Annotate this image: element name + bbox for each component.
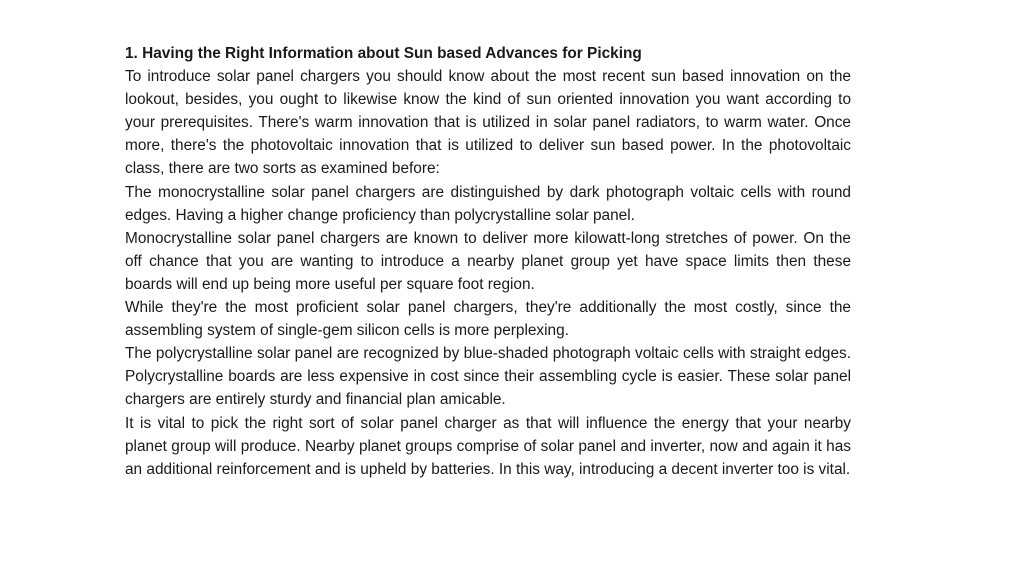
paragraph-monocrystalline-output: Monocrystalline solar panel chargers are known to deliver more kilowatt-long stretches of power. On the off chance that you are wanting to introduce a nearby planet group yet have space limits then these boards will end up being more useful per square foot region. [125, 229, 851, 293]
paragraph-intro: To introduce solar panel chargers you should know about the most recent sun based innovation on the lookout, besides, you ought to likewise know the kind of sun oriented innovation you want according to your prerequisites. There's warm innovation that is utilized in solar panel radiators, to warm water. Once more, there's the photovoltaic innovation that is utilized to deliver sun based power. In the photovoltaic class, there are two sorts as examined before: [125, 68, 851, 178]
paragraph-polycrystalline: The polycrystalline solar panel are recognized by blue-shaded photograph voltaic cells with straight edges. Polycrystalline boards are less expensive in cost since their assembling cycle is easier. These solar panel chargers are entirely sturdy and financial plan amicable. [125, 345, 851, 409]
paragraph-conclusion: It is vital to pick the right sort of solar panel charger as that will influence the energy that your nearby planet group will produce. Nearby planet groups comprise of solar panel and inverter, now and again it has an additional reinforcement and is upheld by batteries. In this way, introducing a decent inverter too is vital. [125, 414, 851, 478]
paragraph-monocrystalline-description: The monocrystalline solar panel chargers are distinguished by dark photograph voltaic cells with round edges. Having a higher change proficiency than polycrystalline solar panel. [125, 183, 851, 224]
paragraph-monocrystalline-cost: While they're the most proficient solar panel chargers, they're additionally the most costly, since the assembling system of single-gem silicon cells is more perplexing. [125, 299, 851, 340]
section-heading: 1. Having the Right Information about Sun based Advances for Picking [125, 45, 642, 62]
text-body [125, 42, 851, 481]
